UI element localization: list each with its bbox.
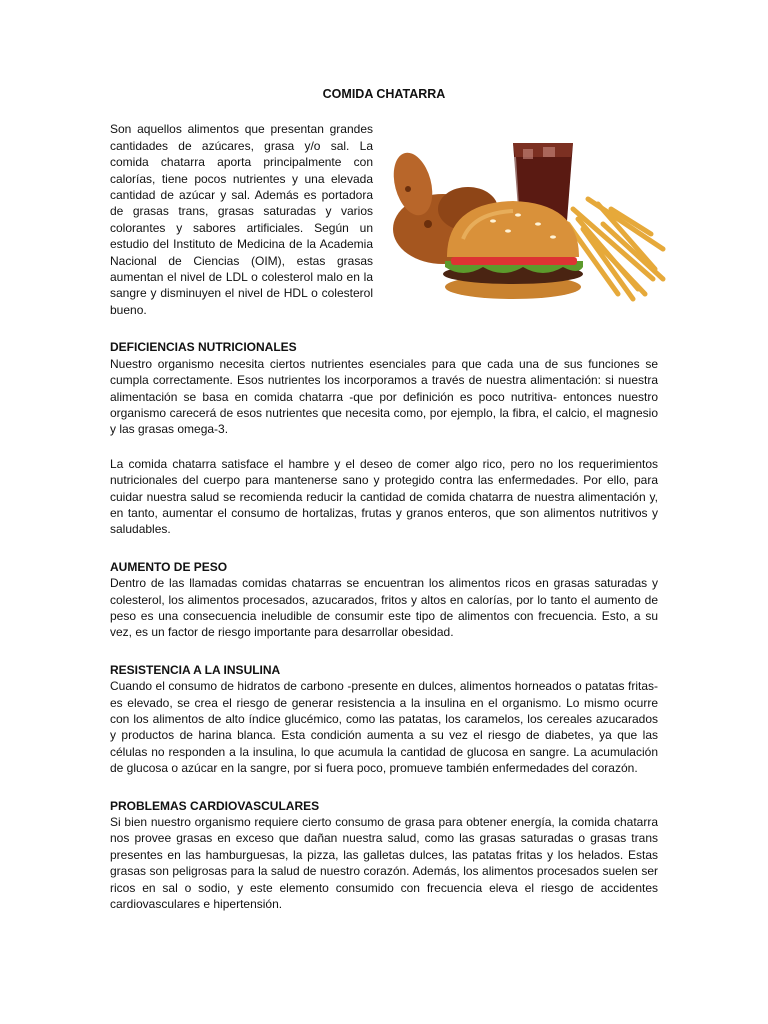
- document-title: COMIDA CHATARRA: [322, 87, 446, 101]
- intro-block: [110, 121, 658, 318]
- section-resistencia-insulina: [110, 662, 658, 777]
- document-page: [110, 86, 658, 912]
- section-heading: DEFICIENCIAS NUTRICIONALES: [110, 340, 297, 355]
- section-problemas-cardiovasculares: [110, 798, 658, 913]
- section-paragraph: Nuestro organismo necesita ciertos nutrientes esenciales para que cada una de sus funciones se cumpla correctamente. Esos nutrientes los incorporamos a través de nuestra alimentación: si nuestra alimentación se basa en comida chatarra -que por definición es poco nutritiva- entonces nuestro organismo carecerá de esos nutrientes que necesita como, por ejemplo, la fibra, el calcio, el magnesio y las grasas omega-3.: [110, 356, 658, 437]
- section-paragraph: La comida chatarra satisface el hambre y el deseo de comer algo rico, pero no los requerimientos nutricionales del cuerpo para mantenerse sano y protegido contra las enfermedades. Por ello, para cuidar nuestra salud se recomienda reducir la cantidad de comida chatarra de nuestra alimentación y, en tanto, aumentar el consumo de hortalizas, frutas y granos enteros, que son alimentos nutritivos y saludables.: [110, 456, 658, 537]
- hamburger-icon: [443, 201, 583, 299]
- intro-paragraph: Son aquellos alimentos que presentan grandes cantidades de azúcares, grasa y/o sal. La comida chatarra aporta principalmente con calorías, tiene pocos nutrientes y una elevada cantidad de azúcar y sal. Además es portadora de grasas trans, grasas saturadas y varios colorantes y sabores artificiales. Según un estudio del Instituto de Medicina de la Academia Nacional de Ciencias (OIM), estas grasas aumentan el nivel de LDL o colesterol malo en la sangre y disminuyen el nivel de HDL o colesterol bueno.: [110, 122, 373, 317]
- junk-food-image: [383, 129, 668, 309]
- section-paragraph: Si bien nuestro organismo requiere cierto consumo de grasa para obtener energía, la comida chatarra nos provee grasas en exceso que dañan nuestra salud, como las grasas saturadas o grasas trans presentes en las hamburguesas, la pizza, las galletas dulces, las patatas fritas y los helados. Estas grasas son peligrosas para la salud de nuestro corazón. Además, los alimentos procesados suelen ser ricos en sal o sodio, y este elemento consumido con frecuencia eleva el riesgo de accidentes cardiovasculares e hipertensión.: [110, 815, 658, 912]
- section-deficiencias: [110, 339, 658, 537]
- section-heading: RESISTENCIA A LA INSULINA: [110, 662, 281, 677]
- section-paragraph: Dentro de las llamadas comidas chatarras se encuentran los alimentos ricos en grasas saturadas y colesterol, los alimentos procesados, azucarados, fritos y altos en calorías, por lo tanto el aumento de peso es una consecuencia ineludible de consumir este tipo de alimentos con frecuencia. Esto, a su vez, es un factor de riesgo importante para desarrollar obesidad.: [110, 576, 658, 640]
- section-heading: AUMENTO DE PESO: [110, 559, 228, 574]
- section-aumento-de-peso: [110, 559, 658, 641]
- junk-food-illustration-icon: [383, 129, 668, 309]
- section-heading: PROBLEMAS CARDIOVASCULARES: [110, 798, 320, 813]
- section-paragraph: Cuando el consumo de hidratos de carbono -presente en dulces, alimentos horneados o patatas fritas- es elevado, se crea el riesgo de generar resistencia a la insulina en el organismo. Lo mismo ocurre con los alimentos de alto índice glucémico, como las patatas, los caramelos, los cereales azucarados y productos de harina blanca. Esta condición aumenta a su vez el riesgo de diabetes, ya que las células no responden a la insulina, lo que acumula la cantidad de glucosa en sangre. La acumulación de glucosa o azúcar en la sangre, por si fuera poco, promueve también enfermedades del corazón.: [110, 679, 658, 776]
- french-fries-icon: [568, 199, 663, 299]
